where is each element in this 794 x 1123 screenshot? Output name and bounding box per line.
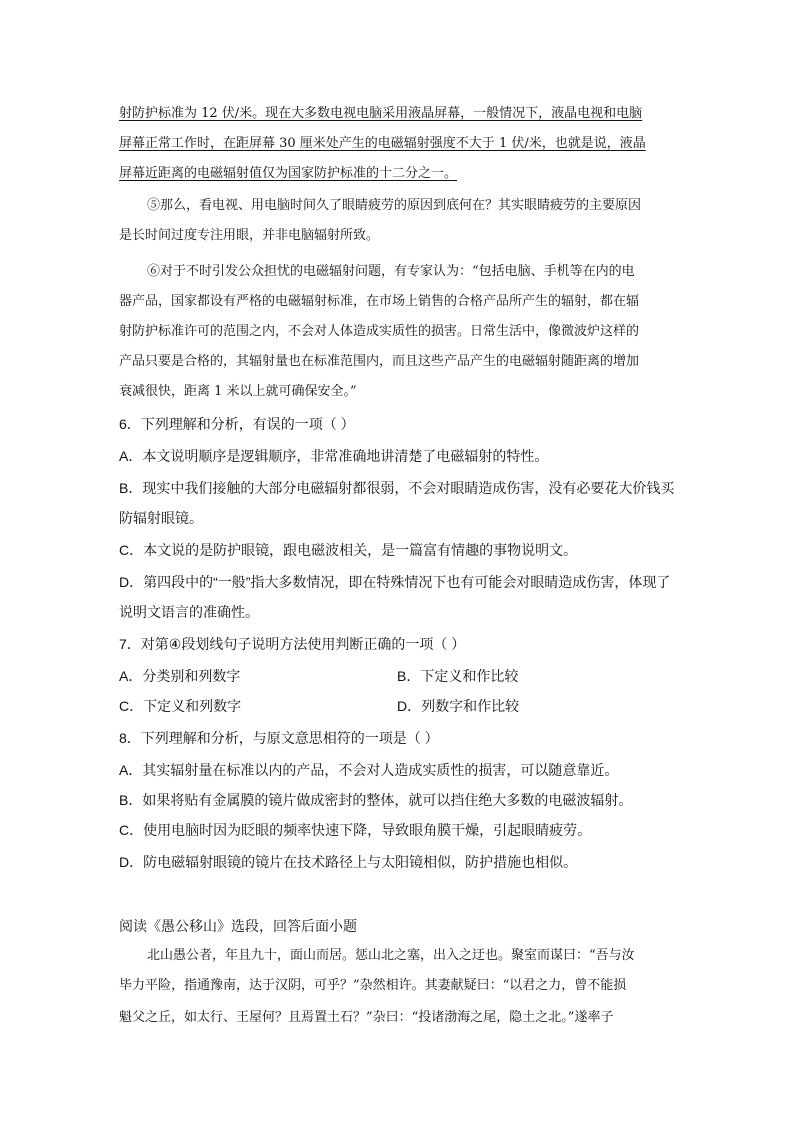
question-6-option-d-line-1: D．第四段中的“一般”指大多数情况，即在特殊情况下也有可能会对眼睛造成伤害，体现了 (119, 574, 671, 590)
question-6-option-b-line-2: 防辐射眼镜。 (119, 510, 203, 526)
question-7-option-b: B．下定义和作比较 (397, 668, 519, 684)
question-6-option-d-line-2: 说明文语言的准确性。 (119, 604, 259, 620)
paragraph-6-line-4: 产品只要是合格的，其辐射量也在标准范围内，而且这些产品产生的电磁辐射随距离的增加 (119, 354, 640, 369)
paragraph-5-line-2: 是长时间过度专注用眼，并非电脑辐射所致。 (119, 228, 380, 243)
question-8-option-a: A．其实辐射量在标准以内的产品，不会对人造成实质性的损害，可以随意靠近。 (119, 762, 619, 778)
question-8-option-b: B．如果将贴有金属膜的镜片做成密封的整体，就可以挡住绝大多数的电磁波辐射。 (119, 792, 633, 808)
question-6-option-b-line-1: B．现实中我们接触的大部分电磁辐射都很弱，不会对眼睛造成伤害，没有必要花大价钱买 (119, 480, 675, 496)
passage-underlined-line-3: 屏幕近距离的电磁辐射值仅为国家防护标准的十二分之一。 (119, 166, 458, 181)
paragraph-5-line-1: ⑤那么，看电视、用电脑时间久了眼睛疲劳的原因到底何在？其实眼睛疲劳的主要原因 (147, 198, 642, 213)
question-8-option-c: C．使用电脑时因为眨眼的频率快速下降，导致眼角膜干燥，引起眼睛疲劳。 (119, 822, 592, 838)
reading-text-line-3: 魁父之丘，如太行、王屋何？且焉置土石？”杂曰：“投诸渤海之尾，隐土之北。”遂率子 (119, 1010, 614, 1025)
question-6-option-c: C．本文说的是防护眼镜，跟电磁波相关，是一篇富有情趣的事物说明文。 (119, 542, 578, 558)
passage-underlined-line-2: 屏幕正常工作时，在距屏幕 30 厘米处产生的电磁辐射强度不大于 1 伏/米，也就是说，液晶 (119, 136, 646, 151)
passage-underlined-line-1: 射防护标准为 12 伏/米。现在大多数电视电脑采用液晶屏幕，一般情况下，液晶电视和电脑 (119, 106, 643, 121)
question-7-option-a: A．分类别和列数字 (119, 668, 241, 684)
paragraph-6-line-3: 射防护标准许可的范围之内，不会对人体造成实质性的损害。日常生活中，像微波炉这样的 (119, 324, 640, 339)
reading-text-line-2: 毕力平险，指通豫南，达于汉阴，可乎？”杂然相许。其妻献疑曰：“以君之力，曾不能损 (119, 978, 627, 993)
paragraph-6-line-2: 器产品，国家都设有严格的电磁辐射标准，在市场上销售的合格产品所产生的辐射，都在辐 (119, 294, 640, 309)
question-8-option-d: D．防电磁辐射眼镜的镜片在技术路径上与太阳镜相似，防护措施也相似。 (119, 854, 578, 870)
paragraph-6-line-5: 衰减很快，距离 1 米以上就可确保安全。” (119, 384, 357, 399)
question-7-stem: 7．对第④段划线句子说明方法使用判断正确的一项（ ） (119, 636, 466, 652)
question-8-stem: 8．下列理解和分析，与原文意思相符的一项是（ ） (119, 730, 439, 746)
question-7-option-c: C．下定义和列数字 (119, 698, 242, 714)
paragraph-6-line-1: ⑥对于不时引发公众担忧的电磁辐射问题，有专家认为：“包括电脑、手机等在内的电 (147, 264, 635, 279)
reading-text-line-1: 北山愚公者，年且九十，面山而居。惩山北之塞，出入之迂也。聚室而谋曰：“吾与汝 (147, 948, 635, 963)
question-6-stem: 6．下列理解和分析，有误的一项（ ） (119, 416, 355, 432)
question-6-option-a: A．本文说明顺序是逻辑顺序，非常准确地讲清楚了电磁辐射的特性。 (119, 448, 549, 464)
question-7-option-d: D．列数字和作比较 (397, 698, 520, 714)
reading-section-title: 阅读《愚公移山》选段，回答后面小题 (119, 918, 357, 934)
